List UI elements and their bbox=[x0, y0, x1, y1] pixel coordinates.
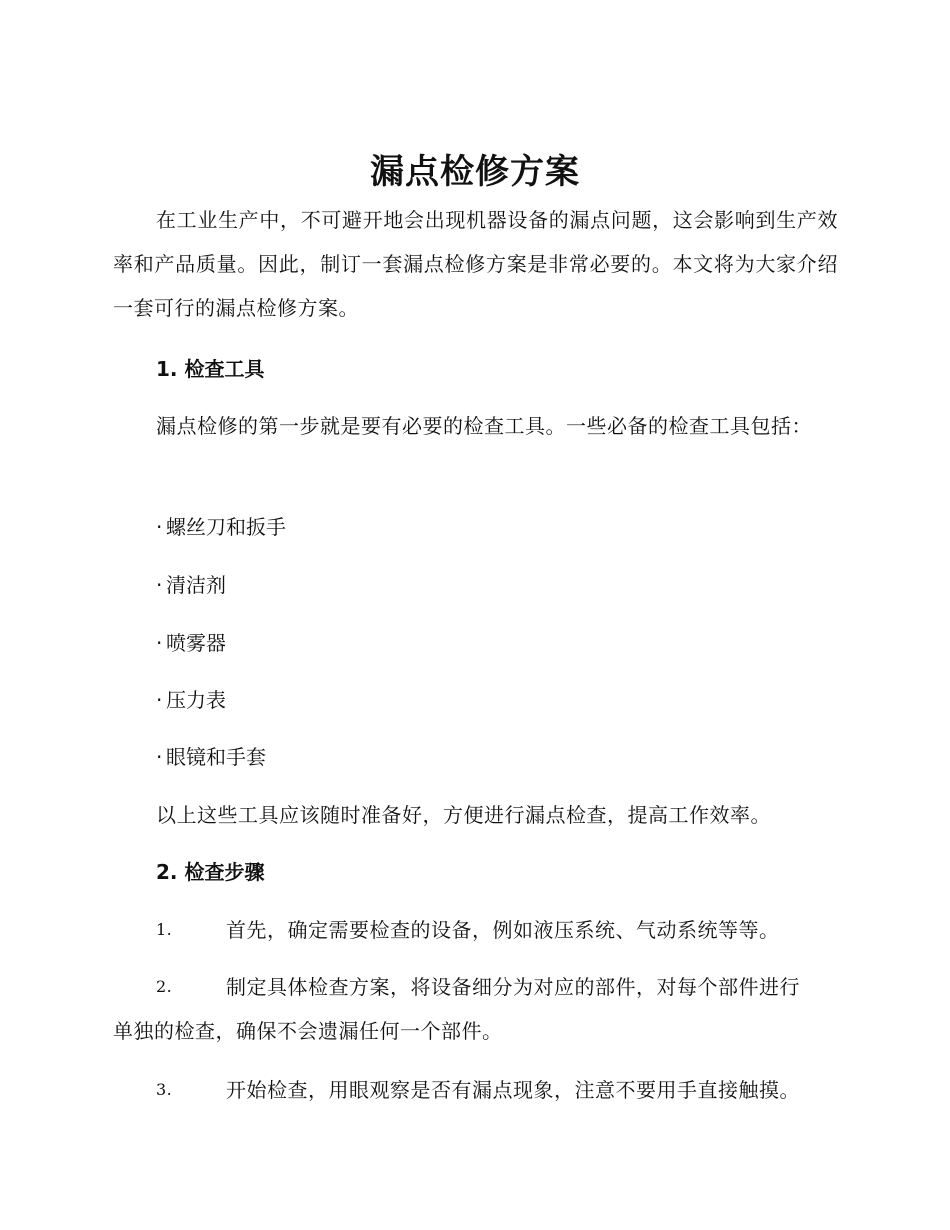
step-number: 2. bbox=[156, 977, 173, 996]
bullet-icon: · bbox=[156, 688, 163, 712]
list-item: · 喷雾器 bbox=[156, 628, 226, 658]
numbered-step bbox=[113, 965, 838, 1053]
step-number: 1. bbox=[156, 920, 173, 939]
step-text: 开始检查，用眼观察是否有漏点现象，注意不要用手直接触摸。 bbox=[226, 1078, 800, 1102]
step-text: 首先，确定需要检查的设备，例如液压系统、气动系统等等。 bbox=[226, 918, 780, 942]
tools-intro-paragraph: 漏点检修的第一步就是要有必要的检查工具。一些必备的检查工具包括： bbox=[156, 414, 812, 438]
bullet-icon: · bbox=[156, 573, 163, 597]
section-heading-steps: 2. 检查步骤 bbox=[156, 860, 265, 884]
step-number: 3. bbox=[156, 1080, 173, 1099]
section-heading-tools: 1. 检查工具 bbox=[156, 357, 265, 381]
intro-paragraph: 在工业生产中，不可避开地会出现机器设备的漏点问题，这会影响到生产效率和产品质量。因此，制订一套漏点检修方案是非常必要的。本文将为大家介绍一套可行的漏点检修方案。 bbox=[113, 208, 838, 320]
numbered-step bbox=[113, 908, 838, 952]
bullet-icon: · bbox=[156, 745, 163, 769]
list-item: · 螺丝刀和扳手 bbox=[156, 512, 286, 542]
step-text: 制定具体检查方案，将设备细分为对应的部件，对每个部件进行 bbox=[226, 975, 800, 999]
bullet-icon: · bbox=[156, 515, 163, 539]
list-item: · 压力表 bbox=[156, 685, 226, 715]
list-item: · 眼镜和手套 bbox=[156, 742, 266, 772]
step-text-continued: 单独的检查，确保不会遗漏任何一个部件。 bbox=[113, 1019, 503, 1043]
list-item: · 清洁剂 bbox=[156, 570, 226, 600]
document-title: 漏点检修方案 bbox=[370, 152, 580, 192]
bullet-icon: · bbox=[156, 631, 163, 655]
numbered-step bbox=[113, 1068, 838, 1112]
tools-outro-paragraph: 以上这些工具应该随时准备好，方便进行漏点检查，提高工作效率。 bbox=[156, 803, 771, 827]
